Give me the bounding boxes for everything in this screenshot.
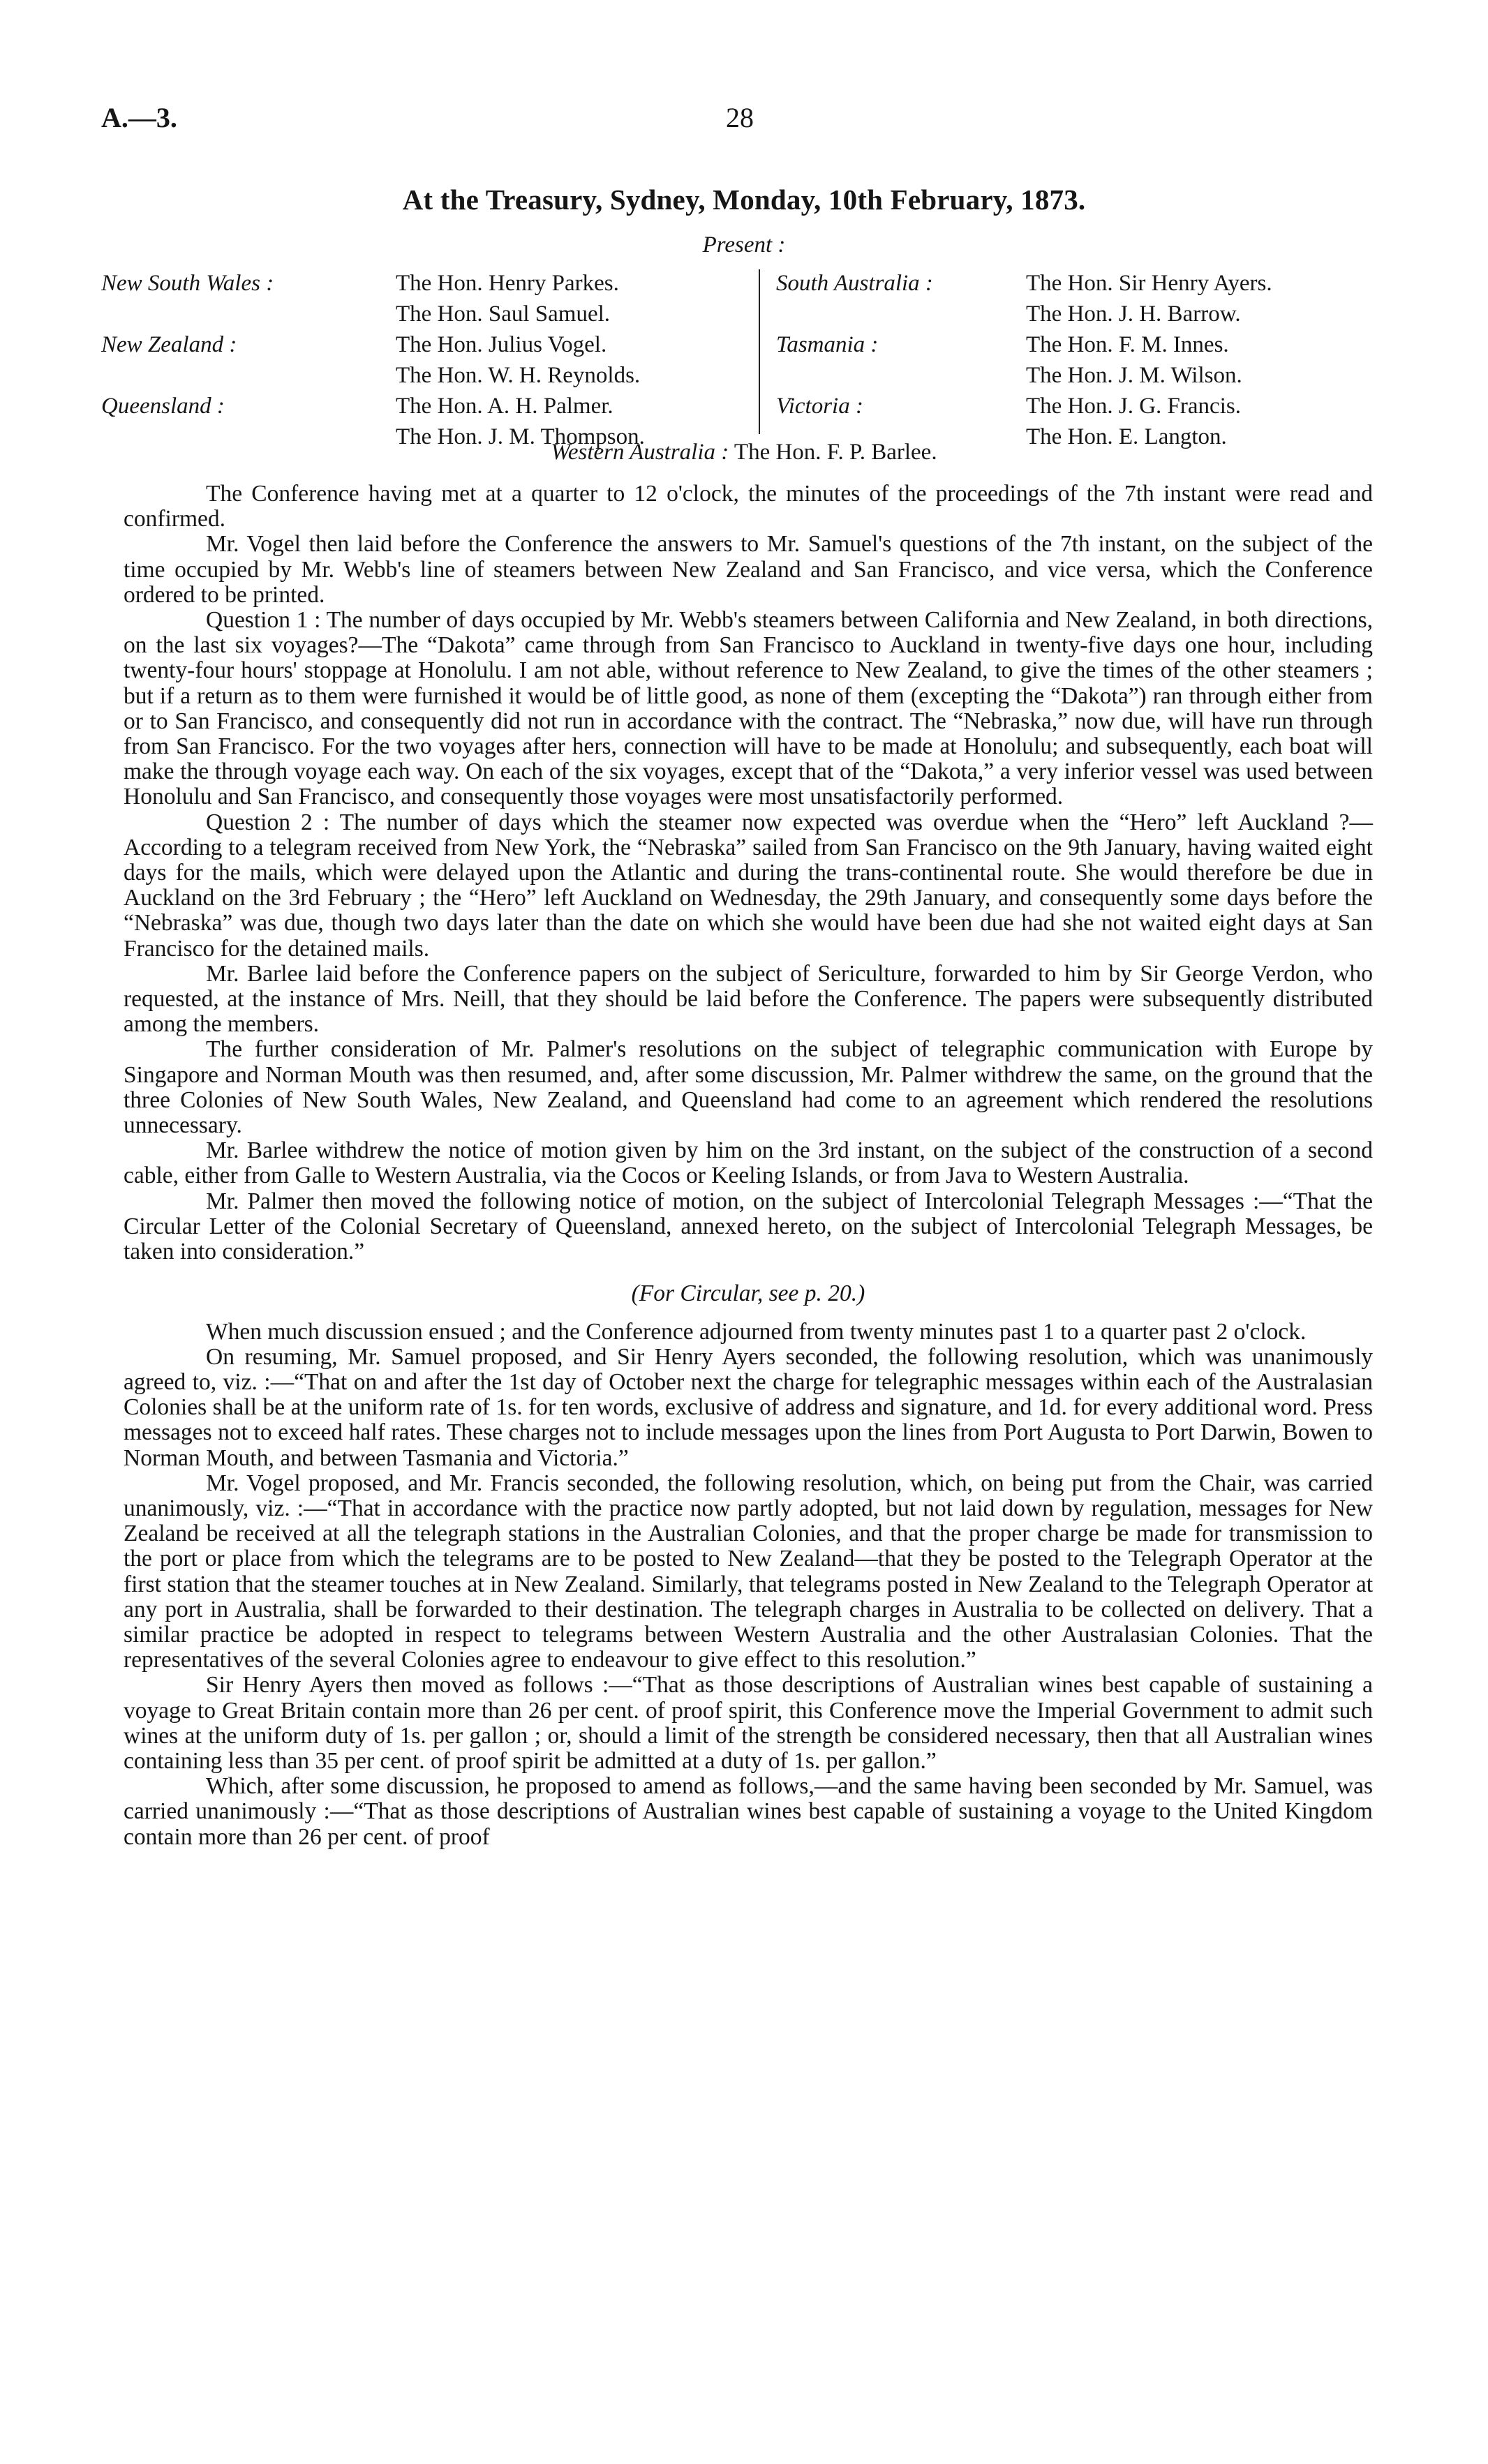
circular-note: (For Circular, see p. 20.): [631, 1280, 865, 1307]
paragraph: When much discussion ensued ; and the Conference adjourned from twenty minutes past 1 to a quarter past 2 o'clock.: [206, 1318, 1307, 1345]
western-australia-row: [0, 440, 1488, 465]
paragraph: Question 1 : The number of days occupied by Mr. Webb's steamers between California and New Zealand, in both directions, on the last six voyages?—The “Dakota” came through from San Francisco to Auckland in twenty-five days one hour, including twenty-four hours' stoppage at Honolulu. I am not able, without reference to New Zealand, to give the times of the other steamers ; but if a return as to them were furnished it would be of little good, as none of them (excepting the “Dakota”) ran through either from or to San Francisco, and consequently did not run in accordance with the contract. The “Nebraska,” now due, will have run through from San Francisco. For the two voyages after hers, connection will have to be made at Honolulu; and subsequently, each boat will make the through voyage each way. On each of the six voyages, except that of the “Dakota,” a very inferior vessel was used between Honolulu and San Francisco, and consequently those voyages were most unsatisfactorily performed.: [124, 607, 1373, 810]
paragraph: The Conference having met at a quarter to 12 o'clock, the minutes of the proceedings of the 7th instant were read and confirmed.: [124, 481, 1373, 532]
member-name: The Hon. J. G. Francis.: [1026, 394, 1241, 419]
member-name: The Hon. W. H. Reynolds.: [396, 363, 641, 388]
colony-label: Victoria :: [776, 394, 863, 419]
paragraph: On resuming, Mr. Samuel proposed, and Sir Henry Ayers seconded, the following resolution, which was unanimously agreed to, viz. :—“That on and after the 1st day of October next the charge for telegraphic messages within each of the Australasian Colonies shall be at the uniform rate of 1s. for ten words, exclusive of address and signature, and 1d. for every additional word. Press messages not to exceed half rates. These charges not to include messages upon the lines from Port Augusta to Port Darwin, Bowen to Norman Mouth, and between Tasmania and Victoria.”: [124, 1343, 1373, 1471]
right-members-column: [1026, 268, 1272, 452]
colony-label: Queensland :: [101, 394, 225, 419]
member-name: The Hon. Julius Vogel.: [396, 332, 607, 357]
member-name: The Hon. F. P. Barlee.: [734, 440, 937, 465]
document-reference: A.—3.: [101, 102, 177, 133]
member-name: The Hon. F. M. Innes.: [1026, 332, 1229, 357]
paragraph: Which, after some discussion, he proposed to amend as follows,—and the same having been seconded by Mr. Samuel, was carried unanimously :—“That as those descriptions of Australian wines best capable of sustaining a voyage to the United Kingdom contain more than 26 per cent. of proof: [124, 1773, 1373, 1850]
member-name: The Hon. Sir Henry Ayers.: [1026, 271, 1272, 296]
paragraph: Mr. Barlee laid before the Conference papers on the subject of Sericulture, forwarded to him by Sir George Verdon, who requested, at the instance of Mrs. Neill, that they should be laid before the Conference. The papers were subsequently distributed among the members.: [124, 960, 1373, 1038]
page-title: At the Treasury, Sydney, Monday, 10th February, 1873.: [402, 184, 1086, 216]
member-name: The Hon. J. M. Wilson.: [1026, 363, 1242, 388]
paragraph: Mr. Palmer then moved the following notice of motion, on the subject of Intercolonial Telegraph Messages :—“That the Circular Letter of the Colonial Secretary of Queensland, annexed hereto, on the subject of Intercolonial Telegraph Messages, be taken into consideration.”: [124, 1188, 1373, 1265]
paragraph: Mr. Vogel proposed, and Mr. Francis seconded, the following resolution, which, on being put from the Chair, was carried unanimously, viz. :—“That in accordance with the practice now partly adopted, but not laid down by regulation, messages for New Zealand be received at all the telegraph stations in the Australian Colonies, and that the proper charge be made for transmission to the port or place from which the telegrams are to be posted to New Zealand—that they be posted to the Telegraph Operator at the first station that the steamer touches at in New Zealand. Similarly, that telegrams posted in New Zealand to the Telegraph Operator at any port in Australia, shall be forwarded to their destination. The telegraph charges in Australia to be collected on delivery. That a similar practice be adopted in respect to telegrams between Western Australia and the other Australasian Colonies. That the representatives of the several Colonies agree to endeavour to give effect to this resolution.”: [124, 1470, 1373, 1673]
left-members-column: [396, 268, 645, 452]
member-name: The Hon. Saul Samuel.: [396, 301, 611, 327]
colony-label: South Australia :: [776, 271, 933, 296]
right-colonies-column: [776, 268, 933, 421]
member-name: The Hon. Henry Parkes.: [396, 271, 619, 296]
member-name: The Hon. A. H. Palmer.: [396, 394, 613, 419]
paragraph: Sir Henry Ayers then moved as follows :—“That as those descriptions of Australian wines best capable of sustaining a voyage to Great Britain contain more than 26 per cent. of proof spirit, this Conference move the Imperial Government to admit such wines at the uniform duty of 1s. per gallon ; or, should a limit of the strength be considered necessary, then that all Australian wines containing less than 35 per cent. of proof spirit be admitted at a duty of 1s. per gallon.”: [124, 1672, 1373, 1774]
paragraph: Mr. Vogel then laid before the Conference the answers to Mr. Samuel's questions of the 7th instant, on the subject of the time occupied by Mr. Webb's line of steamers between New Zealand and San Francisco, and vice versa, which the Conference ordered to be printed.: [124, 531, 1373, 608]
present-label: Present :: [702, 232, 786, 257]
member-name: The Hon. J. M. Thompson.: [396, 424, 645, 449]
paragraph: Mr. Barlee withdrew the notice of motion given by him on the 3rd instant, on the subject of the construction of a second cable, either from Galle to Western Australia, via the Cocos or Keeling Islands, or from Java to Western Australia.: [124, 1137, 1373, 1189]
page-header: [101, 101, 1378, 143]
colony-label: Western Australia :: [551, 440, 729, 465]
colony-label: Tasmania :: [776, 332, 879, 357]
member-name: The Hon. J. H. Barrow.: [1026, 301, 1241, 327]
minutes-body: [124, 481, 1373, 1850]
paragraph: Question 2 : The number of days which the steamer now expected was overdue when the “Hero” left Auckland ?—According to a telegram received from New York, the “Nebraska” sailed from San Francisco on the 9th January, having waited eight days for the mails, which were delayed upon the Atlantic and during the trans-continental route. She would therefore be due in Auckland on the 3rd February ; the “Hero” left Auckland on Wednesday, the 29th January, and consequently some days before the “Nebraska” was due, though two days later than the date on which she would have been due had she not waited eight days at San Francisco for the detained mails.: [124, 809, 1373, 962]
column-divider: [759, 269, 760, 434]
left-colonies-column: [101, 268, 274, 421]
page-number: 28: [726, 102, 754, 133]
colony-label: New Zealand :: [101, 332, 237, 357]
paragraph: The further consideration of Mr. Palmer's resolutions on the subject of telegraphic communication with Europe by Singapore and Norman Mouth was then resumed, and, after some discussion, Mr. Palmer withdrew the same, on the ground that the three Colonies of New South Wales, New Zealand, and Queensland had come to an agreement which rendered the resolutions unnecessary.: [124, 1036, 1373, 1139]
colony-label: New South Wales :: [101, 271, 274, 296]
member-name: The Hon. E. Langton.: [1026, 424, 1227, 449]
